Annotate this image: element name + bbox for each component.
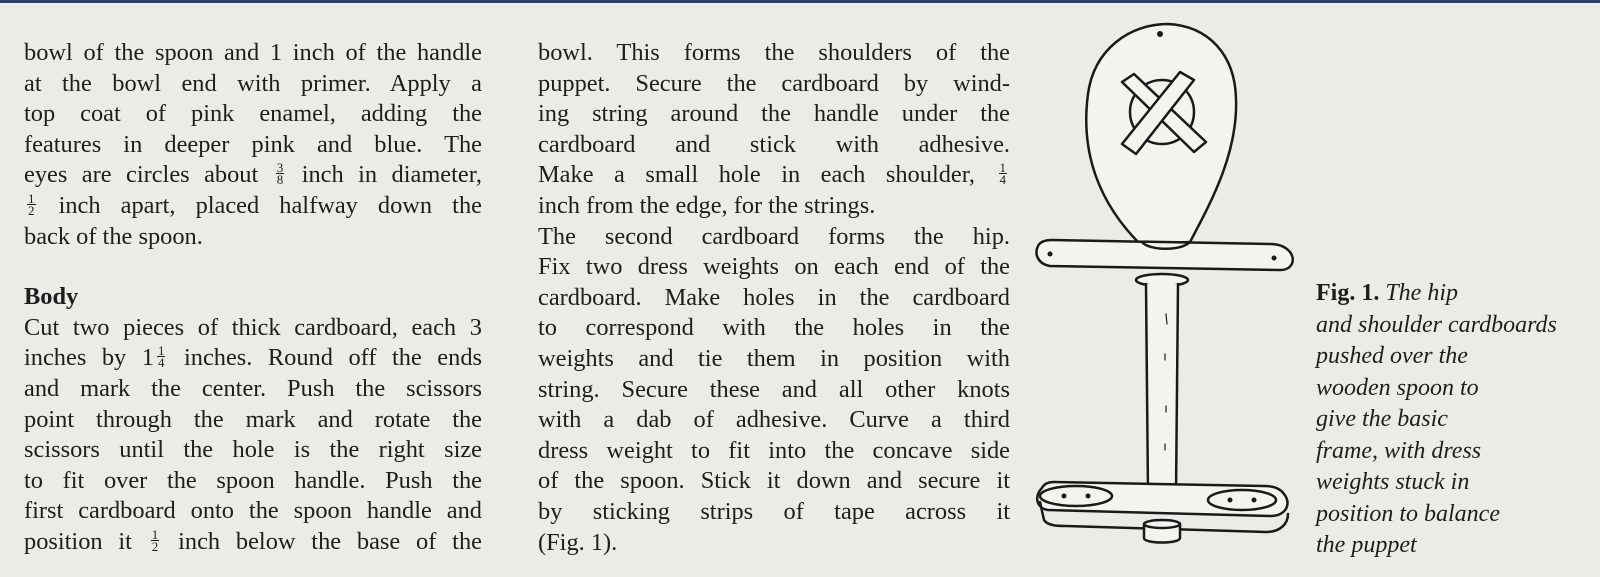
figure-label: Fig. 1. [1316,280,1380,306]
text-line: by sticking strips of tape across it [538,497,1010,525]
spoon-puppet-frame-illustration [1030,14,1320,564]
text-line: puppet. Secure the cardboard by wind- [538,69,1010,97]
caption-line: give the basic [1316,406,1448,432]
fraction-one-half: $\frac{1}{2}$ [28,190,35,218]
caption-line: the puppet [1316,532,1417,558]
text-line: bowl of the spoon and 1 inch of the handle [24,39,482,66]
figure-caption: Fig. 1. The hip and shoulder cardboards pushed over the wooden spoon to give the basic frame, with dress weights stuck in position to balance the puppet [1316,278,1596,562]
text-line: at the bowl end with primer. Apply a [24,69,482,97]
hip-weight-left [1040,486,1112,506]
caption-line: wooden spoon to [1316,374,1479,401]
text-line: weights and tie them in position with [538,344,1010,372]
text-line: inch from the edge, for the strings. [538,191,876,219]
text-line: bowl. This forms the shoulders of the [538,39,1010,66]
text-line: top coat of pink enamel, adding the [24,100,482,128]
text-line: features in deeper pink and blue. The [24,130,482,158]
text-line: to fit over the spoon handle. Push the [24,466,482,494]
text-line-dimensions: inches by 1 $\frac{1}{4}$ inches. Round off the ends [24,343,483,372]
text-line-position: position it $\frac{1}{2}$ inch below the base of the [24,526,482,555]
text-line: dress weight to fit into the concave side [538,436,1010,464]
fraction-one-half: $\frac{1}{2}$ [151,526,159,554]
text-line: point through the mark and rotate the [24,405,482,433]
caption-line: position to balance [1316,500,1500,527]
text-line: first cardboard onto the spoon handle and [24,497,482,525]
text-line: of the spoon. Stick it down and secure it [538,467,1010,495]
text-line: cardboard and stick with adhesive. [538,130,1010,158]
shoulder-cardboard [1037,240,1293,270]
text-column-1 [24,38,482,558]
text-column-2 [538,38,1010,558]
caption-line: and shoulder cardboards [1316,311,1557,338]
text-line: ing string around the handle under the [538,100,1010,128]
fraction-one-quarter: $\frac{1}{4}$ [157,343,165,371]
text-line-eyes: eyes are circles about $\frac{3}{8}$ inch in diameter, [24,160,482,189]
top-rule [0,0,1600,3]
text-line: (Fig. 1). [538,528,618,556]
text-line: The second cardboard forms the hip. [538,222,1010,250]
text-line: Fix two dress weights on each end of the [538,253,1010,281]
text-line: scissors until the hole is the right size [24,436,482,464]
caption-line: weights stuck in [1316,469,1470,495]
text-line: with a dab of adhesive. Curve a third [538,406,1010,434]
fraction-three-eighths: $\frac{3}{8}$ [276,160,284,188]
text-line: Cut two pieces of thick cardboard, each 3 [24,313,482,341]
fraction-one-quarter: $\frac{1}{4}$ [999,160,1006,188]
section-heading-body: Body [24,283,79,311]
text-line-half: $\frac{1}{2}$ inch apart, placed halfway down the [28,190,482,219]
hip-weight-right [1208,490,1276,510]
spoon-handle [1146,284,1178,494]
text-line: and mark the center. Push the scissors [24,374,482,402]
text-line: back of the spoon. [24,222,203,250]
caption-line: frame, with dress [1316,437,1482,464]
text-line: string. Secure these and all other knots [538,375,1010,403]
text-line: to correspond with the holes in the [538,314,1010,342]
text-line-hole: Make a small hole in each shoulder, $\frac{1}{4}$ [538,160,1006,189]
spoon-bowl [1086,24,1236,244]
text-line: cardboard. Make holes in the cardboard [538,283,1010,311]
caption-line: pushed over the [1316,343,1468,369]
